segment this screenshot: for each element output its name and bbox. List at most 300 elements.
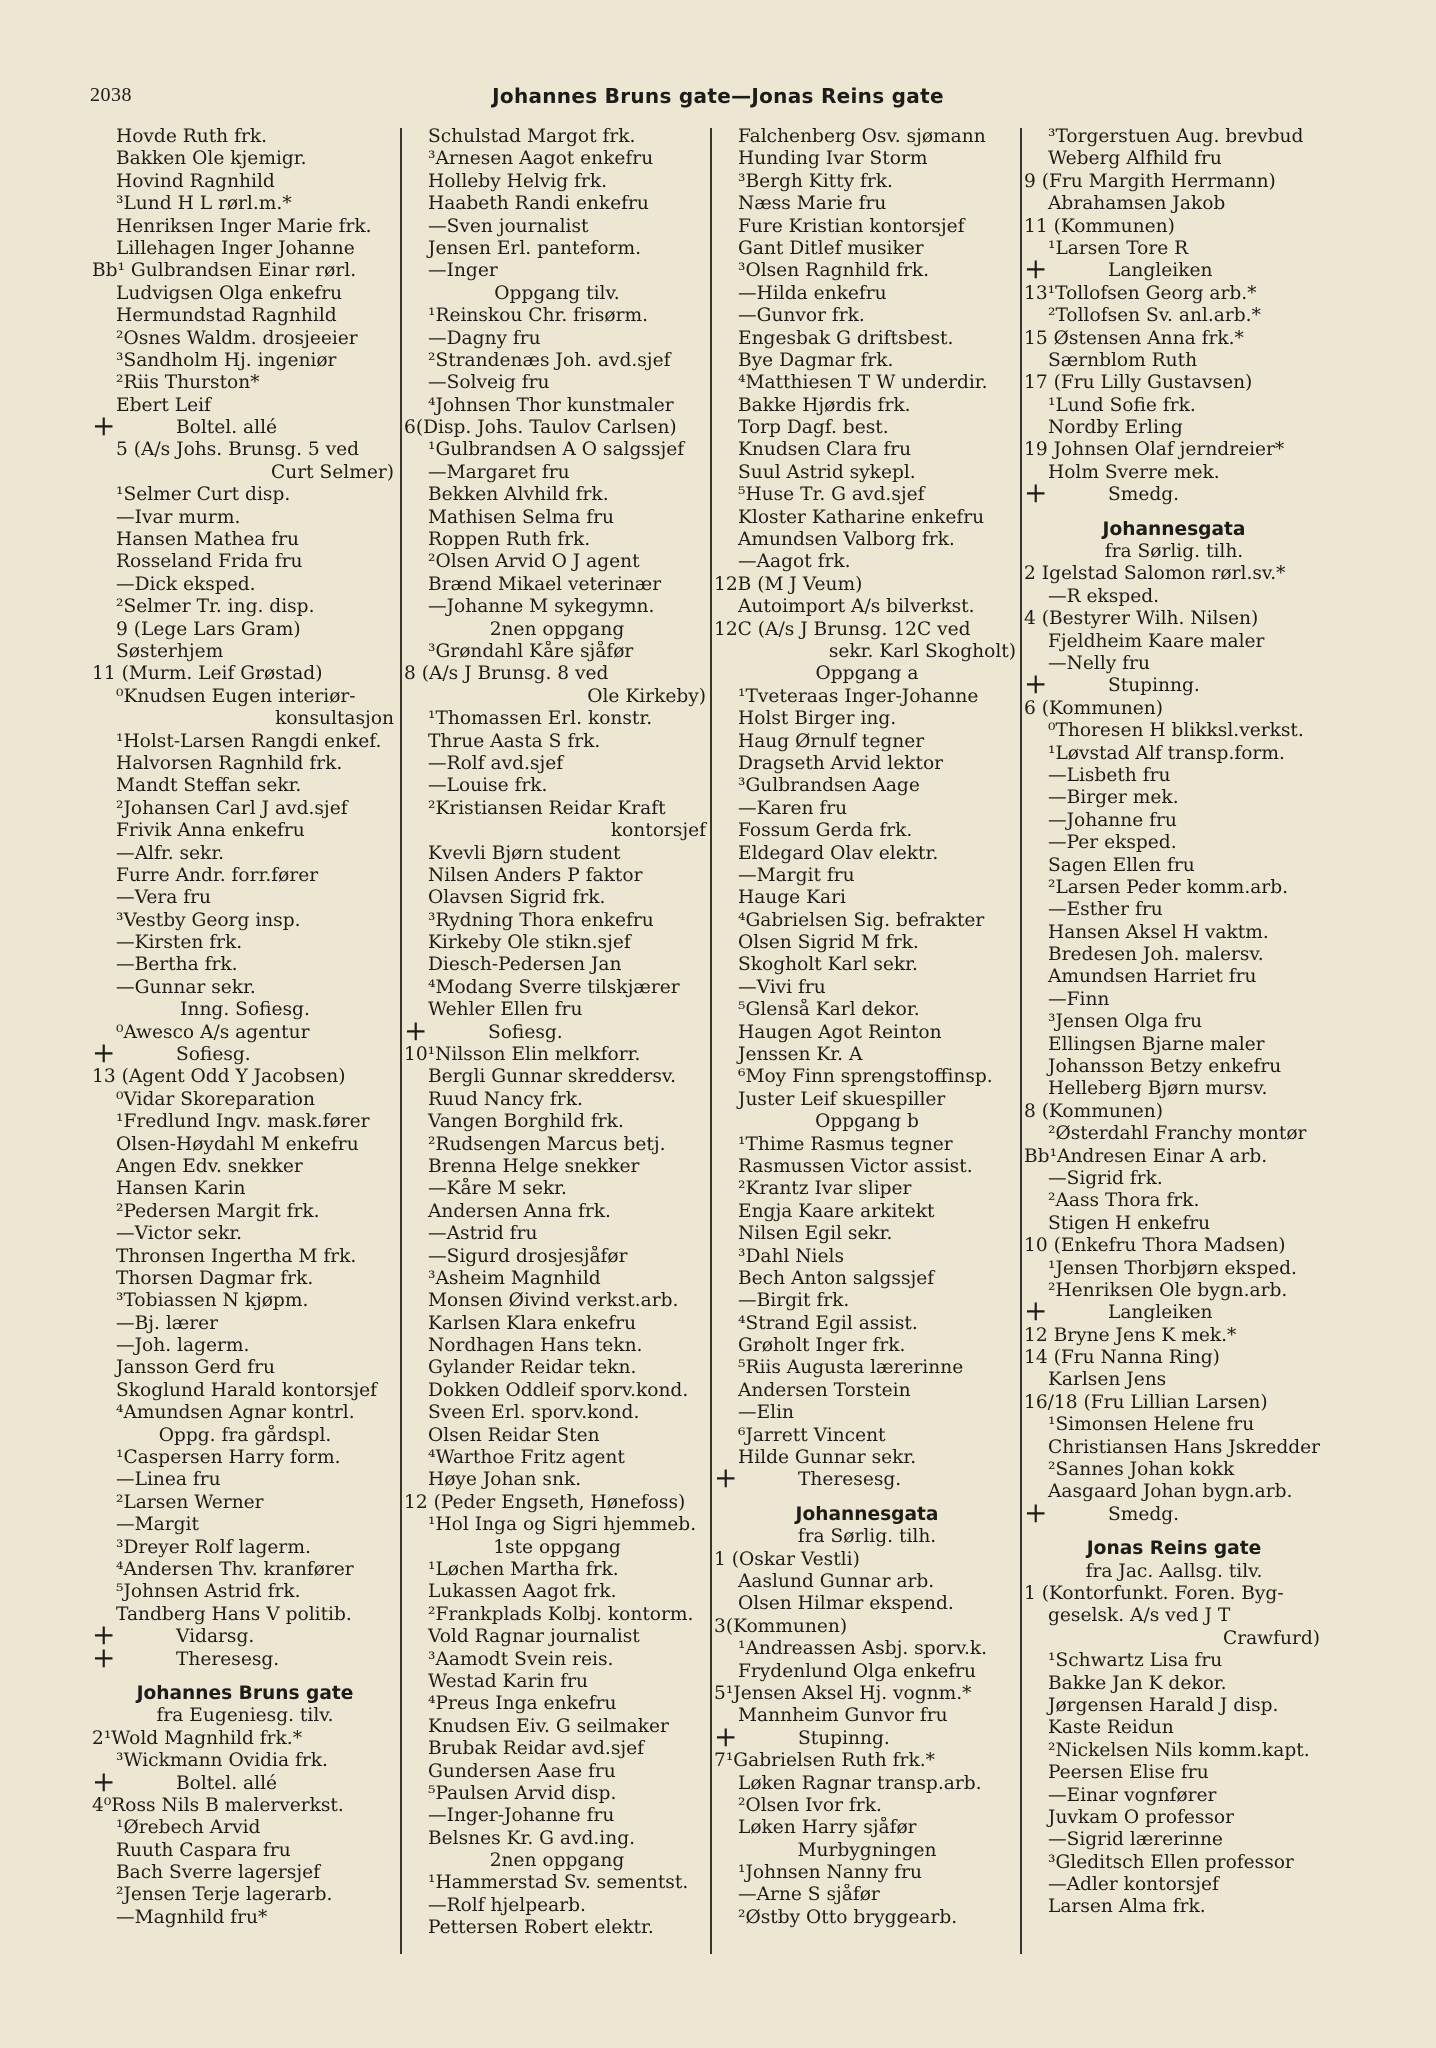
cross-street-marker: + Boltel. allé	[92, 1773, 398, 1795]
directory-entry: Lillehagen Inger Johanne	[116, 237, 355, 259]
street-heading: Johannesgata	[795, 1503, 939, 1525]
directory-columns	[0, 126, 1436, 2026]
entry-continuation: Curt Selmer)	[271, 461, 394, 483]
house-number-entry: 1 (Kontorfunkt. Foren. Byg-	[1024, 1583, 1284, 1604]
house-number-entry: 16/18 (Fru Lillian Larsen)	[1024, 1391, 1268, 1413]
directory-entry: —Margit fru	[738, 864, 855, 886]
directory-entry: ²Riis Thurston*	[116, 372, 260, 394]
directory-entry: ²Johansen Carl J avd.sjef	[116, 797, 348, 819]
directory-entry: Jensen Erl. panteform.	[428, 237, 642, 259]
house-number-entry: 13¹Tollofsen Georg arb.*	[1024, 282, 1257, 304]
directory-entry: Dragseth Arvid lektor	[738, 752, 944, 774]
directory-entry: ³Sandholm Hj. ingeniør	[116, 349, 337, 371]
section-note: 2nen oppgang	[489, 1850, 625, 1872]
directory-entry: —Nelly fru	[1048, 652, 1150, 674]
directory-entry: Bye Dagmar frk.	[738, 349, 894, 371]
directory-entry: ⁴Matthiesen T W underdir.	[738, 372, 988, 394]
cross-street-marker: + Theresesg.	[714, 1469, 1020, 1491]
directory-entry: Mandt Steffan sekr.	[116, 775, 302, 797]
directory-entry: —Finn	[1048, 988, 1110, 1010]
directory-entry: Amundsen Harriet fru	[1048, 966, 1257, 988]
directory-entry: ⁴Andersen Thv. kranfører	[116, 1559, 354, 1580]
directory-entry: Amundsen Valborg frk.	[738, 529, 955, 551]
directory-entry: Andersen Torstein	[738, 1379, 911, 1401]
directory-entry: Roppen Ruth frk.	[428, 529, 591, 551]
directory-entry: Falchenberg Osv. sjømann	[738, 126, 986, 147]
house-number-entry: 3(Kommunen)	[714, 1615, 848, 1637]
directory-entry: —Sven journalist	[428, 215, 589, 237]
directory-entry: Ellingsen Bjarne maler	[1048, 1033, 1265, 1055]
directory-entry: Høye Johan snk.	[428, 1469, 582, 1491]
directory-entry: ³Rydning Thora enkefru	[428, 909, 654, 931]
directory-entry: ²Larsen Werner	[116, 1491, 264, 1513]
directory-entry: —Adler kontorsjef	[1048, 1874, 1219, 1896]
directory-entry: Brenna Helge snekker	[428, 1155, 640, 1177]
directory-entry: ²Sannes Johan kokk	[1048, 1459, 1235, 1481]
directory-entry: —Elin	[738, 1402, 795, 1424]
directory-entry: Juster Leif skuespiller	[738, 1088, 946, 1110]
directory-entry: ²Osnes Waldm. drosjeeier	[116, 327, 358, 349]
cross-street-marker: + Langleiken	[1024, 1302, 1324, 1324]
section-note: fra Sørlig. tilh.	[797, 1526, 937, 1548]
directory-entry: Nordby Erling	[1048, 417, 1183, 439]
directory-entry: Vold Ragnar journalist	[428, 1626, 640, 1648]
directory-entry: —Rolf avd.sjef	[428, 752, 564, 774]
section-note: Murbygningen	[797, 1839, 937, 1861]
directory-entry: Hilde Gunnar sekr.	[738, 1447, 917, 1469]
directory-entry: ³Tobiassen N kjøpm.	[116, 1290, 309, 1312]
directory-entry: Thrue Aasta S frk.	[428, 730, 601, 752]
directory-entry: Nilsen Egil sekr.	[738, 1223, 893, 1245]
directory-entry: Fossum Gerda frk.	[738, 820, 913, 842]
section-note: Inng. Sofiesg.	[180, 999, 310, 1021]
entry-continuation: kontorsjef	[610, 820, 706, 842]
directory-entry: ¹Johnsen Nanny fru	[738, 1862, 922, 1884]
directory-entry: ⁴Gabrielsen Sig. befrakter	[738, 909, 985, 931]
cross-street-marker: + Sofiesg.	[92, 1044, 398, 1066]
directory-entry: Hunding Ivar Storm	[738, 148, 928, 170]
directory-entry: ⁰Thoresen H blikksl.verkst.	[1048, 720, 1304, 742]
directory-entry: Kirkeby Ole stikn.sjef	[428, 932, 631, 954]
directory-entry: Furre Andr. forr.fører	[116, 864, 319, 886]
directory-entry: Schulstad Margot frk.	[428, 126, 636, 147]
directory-entry: Olavsen Sigrid frk.	[428, 887, 606, 909]
directory-entry: —Esther fru	[1048, 899, 1163, 921]
directory-entry: ²Selmer Tr. ing. disp.	[116, 596, 315, 618]
directory-entry: ⁴Johnsen Thor kunstmaler	[428, 394, 674, 416]
directory-entry: ¹Thomassen Erl. konstr.	[428, 708, 653, 730]
directory-entry: geselsk. A/s ved J T	[1048, 1605, 1231, 1627]
directory-entry: Jansson Gerd fru	[116, 1357, 275, 1379]
section-note: Oppgang a	[815, 663, 919, 685]
directory-entry: ²Kristiansen Reidar Kraft	[428, 797, 666, 819]
directory-entry: ²Østerdahl Franchy montør	[1048, 1123, 1307, 1145]
directory-entry: Stigen H enkefru	[1048, 1212, 1211, 1234]
directory-entry: Karlsen Klara enkefru	[428, 1312, 637, 1334]
directory-entry: ²Tollofsen Sv. anl.arb.*	[1048, 305, 1261, 327]
directory-entry: —Inger	[428, 260, 498, 282]
directory-entry: Gant Ditlef musiker	[738, 237, 924, 259]
street-heading: Johannesgata	[1102, 518, 1246, 540]
directory-entry: ²Krantz Ivar sliper	[738, 1178, 912, 1200]
directory-entry: ³Gleditsch Ellen professor	[1048, 1851, 1294, 1873]
spacer	[1024, 1526, 1324, 1538]
directory-entry: —Lisbeth fru	[1048, 764, 1171, 786]
directory-entry: ⁶Moy Finn sprengstoffinsp.	[738, 1066, 993, 1088]
directory-entry: ³Lund H L rørl.m.*	[116, 193, 292, 215]
directory-entry: Kvevli Bjørn student	[428, 842, 621, 864]
directory-entry: ²Olsen Arvid O J agent	[428, 551, 640, 573]
directory-entry: ⁵Riis Augusta lærerinne	[738, 1357, 964, 1379]
house-number-entry: 10 (Enkefru Thora Madsen)	[1024, 1235, 1286, 1257]
directory-entry: Jørgensen Harald J disp.	[1048, 1694, 1279, 1716]
directory-entry: ³Torgerstuen Aug. brevbud	[1048, 126, 1304, 147]
directory-entry: ⁰Awesco A/s agentur	[116, 1021, 310, 1043]
directory-entry: ³Olsen Ragnhild frk.	[738, 260, 930, 282]
directory-entry: Gylander Reidar tekn.	[428, 1357, 637, 1379]
directory-entry: —Birgit frk.	[738, 1290, 850, 1312]
directory-entry: ³Dahl Niels	[738, 1245, 844, 1267]
directory-entry: —Aagot frk.	[738, 551, 851, 573]
street-heading: Jonas Reins gate	[1086, 1538, 1262, 1560]
directory-entry: Holm Sverre mek.	[1048, 461, 1220, 483]
directory-entry: Abrahamsen Jakob	[1048, 193, 1226, 215]
directory-entry: Frydenlund Olga enkefru	[738, 1660, 976, 1682]
street-heading: Johannes Bruns gate	[136, 1682, 354, 1704]
directory-entry: Halvorsen Ragnhild frk.	[116, 752, 343, 774]
directory-entry: —Birger mek.	[1048, 787, 1179, 809]
directory-entry: ²Frankplads Kolbj. kontorm.	[428, 1603, 694, 1625]
directory-entry: Eldegard Olav elektr.	[738, 842, 939, 864]
directory-entry: Olsen Sigrid M frk.	[738, 932, 919, 954]
house-number-entry: 12 Bryne Jens K mek.*	[1024, 1324, 1237, 1346]
directory-entry: —Linea fru	[116, 1469, 221, 1491]
cross-street-marker: + Stupinng.	[714, 1728, 1020, 1750]
directory-entry: ⁰Vidar Skoreparation	[116, 1088, 315, 1110]
directory-entry: ²Pedersen Margit frk.	[116, 1200, 320, 1222]
directory-entry: Brænd Mikael veterinær	[428, 573, 662, 595]
directory-entry: Bekken Alvhild frk.	[428, 484, 609, 506]
directory-entry: ¹Thime Rasmus tegner	[738, 1133, 953, 1155]
directory-entry: Hovde Ruth frk.	[116, 126, 268, 147]
directory-entry: ⁴Modang Sverre tilskjærer	[428, 976, 680, 998]
directory-entry: Nordhagen Hans tekn.	[428, 1335, 643, 1357]
directory-entry: Kaste Reidun	[1048, 1717, 1174, 1739]
directory-entry: —Inger-Johanne fru	[428, 1805, 615, 1827]
directory-entry: Rosseland Frida fru	[116, 551, 303, 573]
house-number-entry: 11 (Kommunen)	[1024, 215, 1175, 237]
directory-entry: Suul Astrid sykepl.	[738, 461, 916, 483]
cross-street-marker: + Smedg.	[1024, 1504, 1324, 1526]
directory-entry: Autoimport A/s bilverkst.	[738, 596, 975, 618]
spacer	[1024, 507, 1324, 519]
page-number: 2038	[90, 84, 132, 106]
directory-entry: ²Larsen Peder komm.arb.	[1048, 876, 1289, 898]
directory-entry: Ruud Nancy frk.	[428, 1088, 583, 1110]
directory-entry: Løken Harry sjåfør	[738, 1817, 917, 1839]
directory-entry: —Astrid fru	[428, 1223, 538, 1245]
entry-continuation: sekr. Karl Skogholt)	[828, 640, 1016, 662]
cross-street-marker: + Theresesg.	[92, 1649, 398, 1671]
directory-entry: —Louise frk.	[428, 775, 548, 797]
directory-entry: Wehler Ellen fru	[428, 999, 583, 1021]
directory-entry: Knudsen Clara fru	[738, 439, 912, 461]
house-number-entry: 1 (Oskar Vestli)	[714, 1548, 860, 1570]
house-number-entry: 13 (Agent Odd Y Jacobsen)	[92, 1066, 346, 1088]
directory-entry: Gundersen Aase fru	[428, 1760, 616, 1782]
directory-entry: Skogholt Karl sekr.	[738, 954, 918, 976]
directory-entry: ¹Lund Sofie frk.	[1048, 394, 1196, 416]
spacer	[714, 1492, 1020, 1504]
house-number-entry: 12C (A/s J Brunsg. 12C ved	[714, 618, 971, 640]
directory-entry: ¹Løchen Martha frk.	[428, 1559, 619, 1580]
cross-street-marker: + Boltel. allé	[92, 417, 398, 439]
directory-entry: Angen Edv. snekker	[116, 1155, 303, 1177]
directory-entry: Christiansen Hans Jskredder	[1048, 1436, 1321, 1458]
directory-entry: ¹Hol Inga og Sigri hjemmeb.	[428, 1514, 697, 1536]
house-number-entry: 19 Johnsen Olaf jerndreier*	[1024, 439, 1285, 461]
directory-entry: Aasgaard Johan bygn.arb.	[1048, 1481, 1293, 1503]
directory-entry: Monsen Øivind verkst.arb.	[428, 1290, 679, 1312]
directory-entry: Vangen Borghild frk.	[428, 1111, 624, 1133]
directory-entry: —Ivar murm.	[116, 506, 241, 528]
section-note: fra Jac. Aallsg. tilv.	[1085, 1560, 1263, 1582]
directory-entry: —Dagny fru	[428, 327, 541, 349]
entry-continuation: Crawfurd)	[1222, 1627, 1320, 1649]
directory-entry: ¹Schwartz Lisa fru	[1048, 1650, 1223, 1672]
directory-entry: Jenssen Kr. A	[738, 1044, 863, 1066]
directory-entry: —Margaret fru	[428, 461, 570, 483]
directory-entry: Haugen Agot Reinton	[738, 1021, 942, 1043]
directory-entry: Thorsen Dagmar frk.	[116, 1267, 314, 1289]
directory-column-3	[714, 126, 1020, 1929]
directory-entry: ⁶Jarrett Vincent	[738, 1424, 886, 1446]
house-number-entry: 12 (Peder Engseth, Hønefoss)	[404, 1491, 686, 1513]
directory-entry: ⁴Strand Egil assist.	[738, 1312, 918, 1334]
house-number-entry: 2¹Wold Magnhild frk.*	[92, 1727, 303, 1749]
directory-entry: Særnblom Ruth	[1048, 349, 1198, 371]
directory-entry: Skoglund Harald kontorsjef	[116, 1379, 378, 1401]
house-number-entry: 10¹Nilsson Elin melkforr.	[404, 1044, 641, 1066]
directory-entry: ²Henriksen Ole bygn.arb.	[1048, 1279, 1288, 1301]
directory-entry: Løken Ragnar transp.arb.	[738, 1772, 982, 1794]
directory-entry: —Alfr. sekr.	[116, 842, 225, 864]
directory-entry: Søsterhjem	[116, 640, 224, 662]
directory-entry: Hauge Kari	[738, 887, 846, 909]
directory-entry: Hovind Ragnhild	[116, 170, 275, 192]
directory-entry: ¹Jensen Thorbjørn eksped.	[1048, 1257, 1297, 1279]
directory-entry: Aaslund Gunnar arb.	[738, 1571, 935, 1592]
directory-entry: ³Asheim Magnhild	[428, 1267, 601, 1289]
house-number-entry: Bb¹Andresen Einar A arb.	[1024, 1145, 1268, 1167]
section-note: Oppg. fra gårdspl.	[158, 1424, 332, 1446]
directory-entry: Weberg Alfhild fru	[1048, 148, 1222, 170]
directory-entry: —Hilda enkefru	[738, 282, 887, 304]
directory-entry: Ebert Leif	[116, 394, 211, 416]
directory-entry: Kloster Katharine enkefru	[738, 506, 985, 528]
directory-entry: ²Østby Otto bryggearb.	[738, 1906, 958, 1928]
directory-entry: ¹Gulbrandsen A O salgssjef	[428, 439, 685, 461]
cross-street-marker: + Vidarsg.	[92, 1626, 398, 1648]
directory-entry: —Kirsten frk.	[116, 932, 243, 954]
section-note: 2nen oppgang	[489, 618, 625, 640]
directory-entry: Johansson Betzy enkefru	[1048, 1056, 1282, 1078]
directory-entry: ³Arnesen Aagot enkefru	[428, 148, 654, 170]
directory-entry: Knudsen Eiv. G seilmaker	[428, 1715, 669, 1737]
house-number-entry: 4⁰Ross Nils B malerverkst.	[92, 1794, 344, 1816]
house-number-entry: Bb¹ Gulbrandsen Einar rørl.	[92, 260, 357, 282]
directory-entry: Lukassen Aagot frk.	[428, 1581, 617, 1603]
directory-entry: Tandberg Hans V politib.	[116, 1603, 352, 1625]
house-number-entry: 4 (Bestyrer Wilh. Nilsen)	[1024, 608, 1259, 630]
house-number-entry: 8 (Kommunen)	[1024, 1100, 1164, 1122]
directory-entry: Ludvigsen Olga enkefru	[116, 282, 343, 304]
directory-entry: Holleby Helvig frk.	[428, 170, 608, 192]
directory-entry: —Sigrid lærerinne	[1048, 1829, 1223, 1851]
cross-street-marker: + Smedg.	[1024, 484, 1324, 506]
directory-entry: Pettersen Robert elektr.	[428, 1917, 654, 1939]
house-number-entry: 8 (A/s J Brunsg. 8 ved	[404, 663, 609, 685]
directory-entry: Sveen Erl. sporv.kond.	[428, 1402, 640, 1424]
directory-entry: Larsen Alma frk.	[1048, 1896, 1206, 1918]
directory-entry: Næss Marie fru	[738, 193, 887, 215]
directory-entry: ⁰Knudsen Eugen interiør-	[116, 685, 356, 707]
directory-entry: ²Rudsengen Marcus betj.	[428, 1133, 666, 1155]
directory-entry: ⁴Amundsen Agnar kontrl.	[116, 1402, 355, 1424]
section-note: Oppgang b	[815, 1111, 919, 1133]
directory-entry: ¹Larsen Tore R	[1048, 237, 1189, 259]
directory-entry: —R eksped.	[1048, 585, 1160, 607]
directory-entry: ²Nickelsen Nils komm.kapt.	[1048, 1739, 1310, 1761]
directory-entry: —Rolf hjelpearb.	[428, 1894, 586, 1916]
house-number-entry: 12B (M J Veum)	[714, 573, 863, 595]
directory-entry: —Joh. lagerm.	[116, 1335, 250, 1357]
directory-entry: ⁵Paulsen Arvid disp.	[428, 1782, 617, 1804]
directory-entry: Haug Ørnulf tegner	[738, 730, 925, 752]
directory-entry: ¹Holst-Larsen Rangdi enkef.	[116, 730, 382, 752]
directory-entry: ²Olsen Ivor frk.	[738, 1794, 882, 1816]
directory-entry: Frivik Anna enkefru	[116, 820, 305, 842]
directory-entry: Hansen Mathea fru	[116, 529, 300, 551]
directory-entry: ³Dreyer Rolf lagerm.	[116, 1536, 311, 1558]
directory-entry: —Kåre M sekr.	[428, 1178, 567, 1200]
directory-entry: ¹Ørebech Arvid	[116, 1817, 261, 1839]
directory-entry: Olsen-Høydahl M enkefru	[116, 1133, 359, 1155]
directory-entry: Grøholt Inger frk.	[738, 1335, 906, 1357]
directory-entry: —Karen fru	[738, 797, 848, 819]
directory-entry: ³Wickmann Ovidia frk.	[116, 1750, 328, 1772]
directory-entry: —Bj. lærer	[116, 1312, 219, 1334]
directory-entry: ³Jensen Olga fru	[1048, 1011, 1203, 1033]
directory-entry: Mannheim Gunvor fru	[738, 1705, 948, 1727]
directory-entry: Ruuth Caspara fru	[116, 1839, 291, 1861]
directory-entry: ³Bergh Kitty frk.	[738, 170, 893, 192]
directory-entry: Haabeth Randi enkefru	[428, 193, 649, 215]
directory-entry: —Vera fru	[116, 887, 211, 909]
directory-entry: Hansen Aksel H vaktm.	[1048, 921, 1269, 943]
directory-entry: ¹Reinskou Chr. frisørm.	[428, 305, 649, 327]
directory-entry: ¹Løvstad Alf transp.form.	[1048, 742, 1285, 764]
directory-entry: ³Grøndahl Kåre sjåfør	[428, 640, 634, 662]
directory-column-4	[1024, 126, 1324, 1919]
directory-entry: Sagen Ellen fru	[1048, 854, 1195, 876]
directory-entry: Bakken Ole kjemigr.	[116, 148, 307, 170]
directory-entry: ⁵Glenså Karl dekor.	[738, 999, 920, 1021]
directory-entry: ¹Andreassen Asbj. sporv.k.	[738, 1638, 988, 1660]
directory-entry: 9 (Lege Lars Gram)	[116, 618, 301, 640]
directory-entry: —Solveig fru	[428, 372, 550, 394]
directory-entry: Engja Kaare arkitekt	[738, 1200, 935, 1222]
directory-entry: Westad Karin fru	[428, 1670, 588, 1692]
directory-entry: ³Gulbrandsen Aage	[738, 775, 920, 797]
house-number-entry: 5¹Jensen Aksel Hj. vognm.*	[714, 1682, 972, 1704]
house-number-entry: 6 (Kommunen)	[1024, 697, 1164, 719]
cross-street-marker: + Langleiken	[1024, 260, 1324, 282]
directory-entry: Juvkam O professor	[1048, 1806, 1235, 1828]
house-number-entry: 6(Disp. Johs. Taulov Carlsen)	[404, 417, 677, 439]
directory-column-1	[92, 126, 398, 1929]
directory-entry: Henriksen Inger Marie frk.	[116, 215, 372, 237]
directory-entry: ³Vestby Georg insp.	[116, 909, 301, 931]
house-number-entry: 7¹Gabrielsen Ruth frk.*	[714, 1750, 935, 1772]
directory-entry: Bach Sverre lagersjef	[116, 1862, 321, 1884]
section-note: 1ste oppgang	[493, 1536, 621, 1558]
directory-entry: Nilsen Anders P faktor	[428, 864, 643, 886]
directory-entry: —Margit	[116, 1514, 199, 1536]
section-note: fra Sørlig. tilh.	[1104, 541, 1244, 563]
directory-entry: Diesch-Pedersen Jan	[428, 954, 622, 976]
directory-entry: ¹Caspersen Harry form.	[116, 1447, 341, 1469]
directory-entry: ⁵Huse Tr. G avd.sjef	[738, 484, 925, 506]
directory-entry: ⁴Preus Inga enkefru	[428, 1693, 617, 1715]
directory-entry: —Einar vognfører	[1048, 1784, 1217, 1806]
entry-continuation: Ole Kirkeby)	[587, 685, 706, 707]
directory-entry: Brubak Reidar avd.sjef	[428, 1738, 645, 1760]
directory-entry: Bakke Jan K dekor.	[1048, 1672, 1227, 1694]
directory-entry: Bech Anton salgssjef	[738, 1267, 935, 1289]
directory-entry: ²Aass Thora frk.	[1048, 1190, 1200, 1212]
directory-entry: Bredesen Joh. malersv.	[1048, 944, 1264, 966]
house-number-entry: 14 (Fru Nanna Ring)	[1024, 1347, 1220, 1369]
directory-entry: 5 (A/s Johs. Brunsg. 5 ved	[116, 439, 360, 461]
directory-entry: Torp Dagf. best.	[738, 417, 889, 439]
directory-entry: ¹Selmer Curt disp.	[116, 484, 291, 506]
directory-entry: ⁴Warthoe Fritz agent	[428, 1447, 625, 1469]
directory-entry: —Gunnar sekr.	[116, 976, 256, 998]
directory-entry: Olsen Reidar Sten	[428, 1424, 600, 1446]
cross-street-marker: + Stupinng.	[1024, 675, 1324, 697]
directory-entry: Engesbak G driftsbest.	[738, 327, 954, 349]
directory-entry: ¹Fredlund Ingv. mask.fører	[116, 1111, 370, 1133]
directory-entry: Andersen Anna frk.	[428, 1200, 611, 1222]
directory-entry: —Gunvor frk.	[738, 305, 865, 327]
directory-entry: Thronsen Ingertha M frk.	[116, 1245, 357, 1267]
directory-entry: —Dick eksped.	[116, 573, 256, 595]
directory-entry: Dokken Oddleif sporv.kond.	[428, 1379, 689, 1401]
directory-entry: ¹Hammerstad Sv. sementst.	[428, 1872, 689, 1894]
running-head: Johannes Bruns gate—Jonas Reins gate	[492, 84, 944, 108]
directory-entry: —Sigrid frk.	[1048, 1167, 1163, 1189]
directory-entry: ⁵Johnsen Astrid frk.	[116, 1581, 301, 1603]
directory-entry: Holst Birger ing.	[738, 708, 897, 730]
directory-entry: —Bertha frk.	[116, 954, 238, 976]
house-number-entry: 11 (Murm. Leif Grøstad)	[92, 663, 323, 685]
entry-continuation: konsultasjon	[275, 708, 394, 730]
directory-entry: Hansen Karin	[116, 1178, 246, 1200]
directory-entry: ¹Tveteraas Inger-Johanne	[738, 685, 979, 707]
directory-entry: ¹Simonsen Helene fru	[1048, 1414, 1255, 1436]
directory-entry: Bergli Gunnar skreddersv.	[428, 1066, 677, 1088]
